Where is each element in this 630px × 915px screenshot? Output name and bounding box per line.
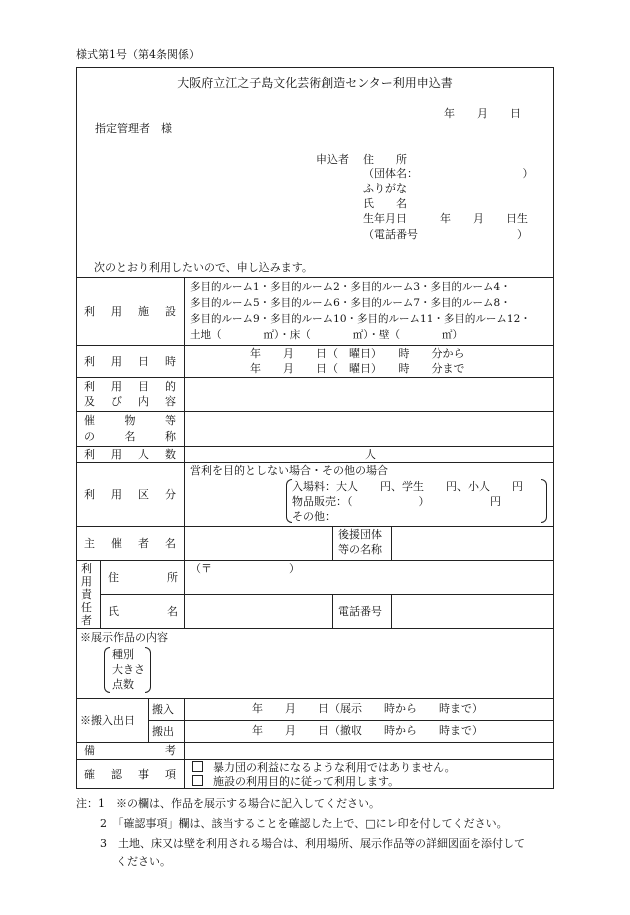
- move-label: ※搬入出日: [80, 714, 135, 727]
- resp-address-label: 住 所: [108, 571, 178, 584]
- remarks-label: 備 考: [84, 744, 176, 757]
- rule: [76, 628, 554, 629]
- applicant-group: （団体名： ）: [363, 167, 534, 180]
- rule: [391, 526, 392, 560]
- applicant-phone: （電話番号 ）: [363, 228, 528, 241]
- applicant-label: 申込者: [316, 153, 349, 166]
- rule: [332, 526, 333, 560]
- resp-phone-label: 電話番号: [338, 605, 382, 618]
- purpose-label-2: 及 び 内 容: [84, 395, 176, 408]
- intro-text: 次のとおり利用したいので、申し込みます。: [94, 261, 313, 274]
- form-title: 大阪府立江之子島文化芸術創造センター利用申込書: [177, 76, 453, 90]
- category-other: その他：: [292, 510, 336, 523]
- rule: [184, 277, 185, 628]
- resp-name-label: 氏 名: [108, 605, 178, 618]
- exhibit-item: 種別: [112, 648, 134, 661]
- facility-line: 多目的ルーム9・多目的ルーム10・多目的ルーム11・多目的ルーム12・: [190, 313, 531, 325]
- event-label-2: の 名 称: [84, 430, 176, 443]
- applicant-name: 氏 名: [363, 197, 407, 210]
- bracket-right: [145, 647, 151, 693]
- rule: [76, 377, 554, 378]
- note-2: 2 「確認事項」欄は、該当することを確認した上で、□にレ印を付してください。: [100, 817, 508, 830]
- rule: [332, 594, 333, 628]
- date-line: 年 月 日: [444, 107, 521, 120]
- rule: [148, 720, 554, 721]
- checkbox-icon[interactable]: [192, 775, 203, 786]
- organizer-label: 主 催 者 名: [84, 537, 176, 550]
- exhibit-item: 点数: [112, 678, 134, 691]
- rule: [76, 742, 554, 743]
- facility-line: 土地（ ㎡）・床（ ㎡）・壁（ ㎡）: [190, 329, 463, 341]
- confirm-text-2: 施設の利用目的に従って利用します。: [213, 775, 400, 788]
- category-entry: 入場料：大人 円、学生 円、小人 円: [292, 480, 523, 493]
- event-label-1: 催 物 等: [84, 414, 176, 427]
- exhibit-item: 大きさ: [112, 663, 145, 676]
- datetime-label: 利 用 日 時: [84, 355, 176, 368]
- resp-postal: （〒 ）: [190, 562, 300, 575]
- rule: [148, 698, 149, 742]
- facility-label: 利 用 施 設: [84, 305, 176, 318]
- responsible-label: 利用責任者: [81, 562, 92, 627]
- checkbox-icon[interactable]: [192, 761, 203, 772]
- form-number: 様式第1号（第4条関係）: [76, 48, 200, 61]
- addressee: 指定管理者 様: [95, 122, 172, 135]
- category-sales: 物品販売：（ ） 円: [292, 495, 501, 508]
- rule: [184, 698, 185, 789]
- note-1: 注：1 ※の欄は、作品を展示する場合に記入してください。: [76, 797, 380, 810]
- confirm-label: 確 認 事 項: [84, 768, 176, 781]
- sponsor-label-2: 等の名称: [338, 543, 382, 556]
- move-in-label: 搬入: [152, 703, 174, 716]
- applicant-furigana: ふりがな: [363, 182, 407, 195]
- category-main: 営利を目的としない場合・その他の場合: [190, 464, 388, 477]
- applicant-address: 住 所: [363, 153, 407, 166]
- purpose-label-1: 利 用 目 的: [84, 380, 176, 393]
- rule: [76, 411, 554, 412]
- note-3-cont: ください。: [116, 855, 171, 868]
- note-3: 3 土地、床又は壁を利用される場合は、利用場所、展示作品等の詳細図面を添付して: [100, 837, 525, 850]
- confirm-item-2: [192, 775, 399, 789]
- applicant-birth: 生年月日 年 月 日生: [363, 212, 528, 225]
- move-out-text: 年 月 日（撤収 時から 時まで）: [252, 724, 483, 737]
- bracket-right: [541, 479, 547, 523]
- rule: [100, 560, 101, 628]
- category-label: 利 用 区 分: [84, 488, 176, 501]
- confirm-item-1: [192, 761, 456, 775]
- move-in-text: 年 月 日（展示 時から 時まで）: [252, 702, 483, 715]
- datetime-from: 年 月 日（ 曜日） 時 分から: [250, 347, 465, 360]
- move-out-label: 搬出: [152, 725, 174, 738]
- datetime-to: 年 月 日（ 曜日） 時 分まで: [250, 362, 465, 375]
- count-unit: 人: [365, 448, 376, 461]
- count-label: 利 用 人 数: [84, 448, 176, 461]
- bracket-left: [104, 647, 110, 693]
- rule: [391, 594, 392, 628]
- rule: [76, 446, 554, 447]
- confirm-text-1: 暴力団の利益になるような利用ではありません。: [213, 761, 456, 774]
- exhibit-label: ※展示作品の内容: [80, 631, 168, 644]
- sponsor-label-1: 後援団体: [338, 528, 382, 541]
- facility-line: 多目的ルーム1・多目的ルーム2・多目的ルーム3・多目的ルーム4・: [190, 281, 511, 293]
- facility-line: 多目的ルーム5・多目的ルーム6・多目的ルーム7・多目的ルーム8・: [190, 297, 511, 309]
